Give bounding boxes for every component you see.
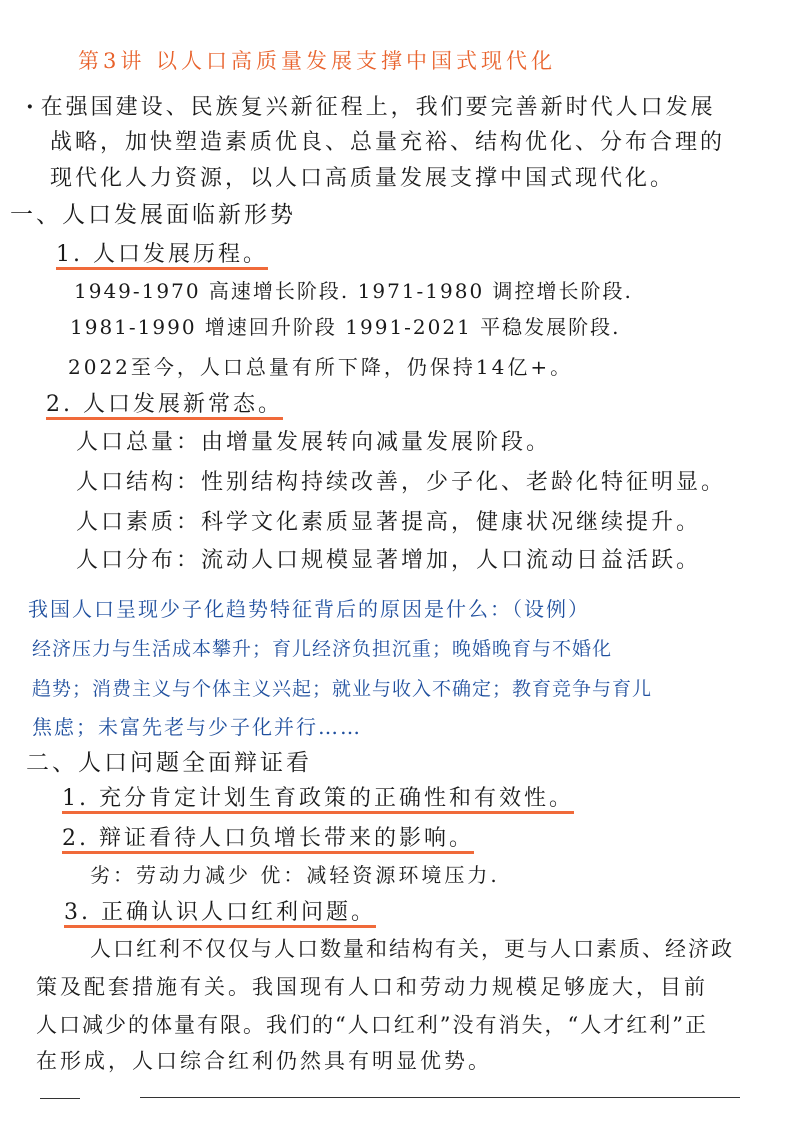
intro-line-2: 战略，加快塑造素质优良、总量充裕、结构优化、分布合理的 [50,130,726,155]
history-line-1: 1949-1970 高速增长阶段. 1971-1980 调控增长阶段. [74,279,633,303]
history-line-2: 1981-1990 增速回升阶段 1991-2021 平稳发展阶段. [70,315,621,339]
section2-item-2 [62,824,474,854]
section2-item-3-highlight: 3. 正确认识人口红利问题。 [64,900,376,925]
question-line-4: 焦虑；未富先老与少子化并行…… [32,715,362,739]
section2-item-1-highlight: 1. 充分肯定计划生育政策的正确性和有效性。 [62,786,574,811]
paragraph-line-1: 人口红利不仅仅与人口数量和结构有关，更与人口素质、经济政 [90,937,734,961]
section2-item-3 [64,898,376,928]
item1-label [56,240,268,270]
intro-line-3: 现代化人力资源，以人口高质量发展支撑中国式现代化。 [50,166,676,191]
question-line-1: 我国人口呈现少子化趋势特征背后的原因是什么：（设例） [28,597,590,621]
item2-label [46,390,283,420]
newnormal-line-4: 人口分布：流动人口规模显著增加，人口流动日益活跃。 [76,548,702,573]
section1-heading: 一、人口发展面临新形势 [10,202,296,228]
section2-item-1 [62,784,574,814]
question-line-3: 趋势；消费主义与个体主义兴起；就业与收入不确定；教育竞争与育儿 [32,678,653,700]
footer-rule-right [140,1097,740,1098]
section2-sub: 劣：劳动力减少 优：减轻资源环境压力. [90,863,500,887]
section2-heading: 二、人口问题全面辩证看 [26,750,312,776]
bullet-icon: · [26,94,37,120]
page-title: 第3讲 以人口高质量发展支撑中国式现代化 [78,49,557,73]
footer-rule-left [40,1098,80,1099]
paragraph-line-4: 在形成，人口综合红利仍然具有明显优势。 [36,1049,492,1073]
newnormal-line-2: 人口结构：性别结构持续改善，少子化、老龄化特征明显。 [76,470,727,495]
paragraph-line-3: 人口减少的体量有限。我们的“人口红利”没有消失，“人才红利”正 [36,1013,708,1037]
paragraph-line-2: 策及配套措施有关。我国现有人口和劳动力规模足够庞大，目前 [36,975,708,999]
intro-line-1 [26,92,716,123]
item1-highlight: 1. 人口发展历程。 [56,242,268,267]
section2-item-2-highlight: 2. 辩证看待人口负增长带来的影响。 [62,826,474,851]
item2-highlight: 2. 人口发展新常态。 [46,392,283,417]
question-line-2: 经济压力与生活成本攀升；育儿经济负担沉重；晚婚晚育与不婚化 [32,638,613,660]
intro-text-1: 在强国建设、民族复兴新征程上，我们要完善新时代人口发展 [40,95,716,120]
history-line-3: 2022至今，人口总量有所下降，仍保持14亿+。 [68,355,574,379]
newnormal-line-3: 人口素质：科学文化素质显著提高，健康状况继续提升。 [76,510,702,535]
newnormal-line-1: 人口总量：由增量发展转向减量发展阶段。 [76,430,552,455]
